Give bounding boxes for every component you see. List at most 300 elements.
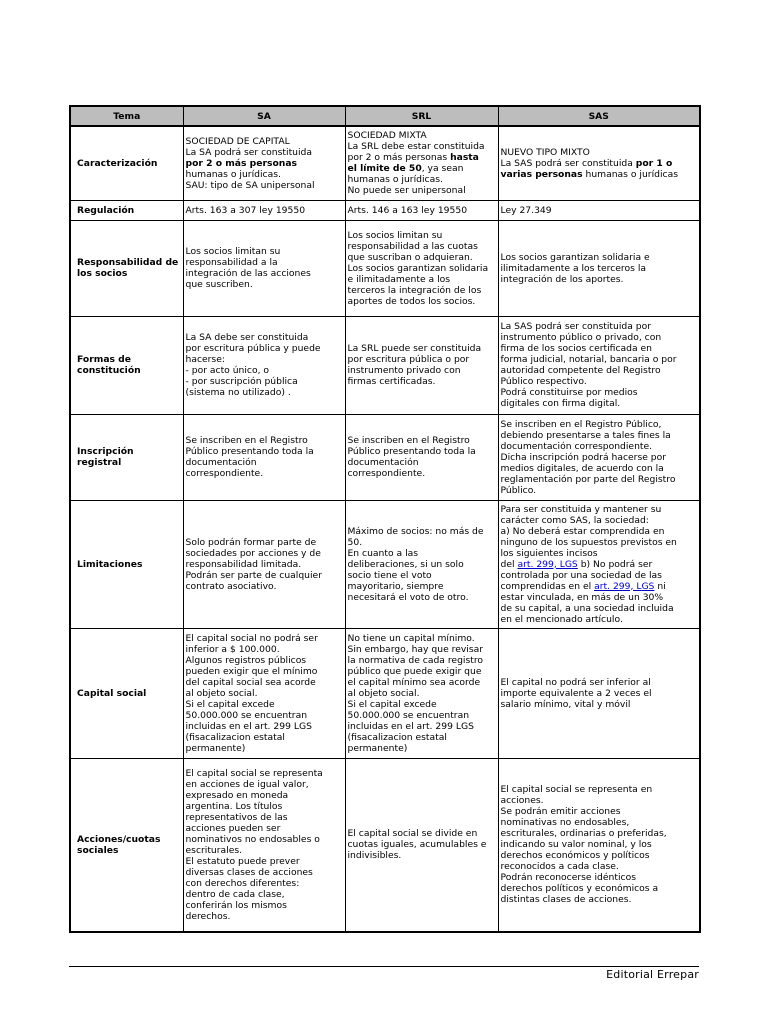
text-segment: hacerse: [185,354,225,365]
cell-line [348,839,496,850]
cell-line [501,430,698,441]
cell-sas [498,220,700,316]
cell-line [348,633,496,644]
row-topic: Caracterización [70,126,183,200]
cell-line [501,872,698,883]
text-segment: derechos. [185,910,231,922]
cell-line [501,504,698,515]
text-segment: responsabilidad limitada. [185,558,302,570]
cell-line [501,419,698,430]
text-segment: El capital social se representa [185,767,323,779]
text-segment: responsabilidad a la [185,257,278,268]
text-segment: autoridad competente del Registro [500,365,661,376]
cell-line [501,147,698,158]
cell-sas [498,500,700,628]
cell-line [501,526,698,537]
text-segment: reglamentación por parte del Registro [500,473,676,485]
cell-line [186,559,343,570]
text-segment: (sistema no utilizado) . [185,387,291,398]
text-segment: inferior a $ 100.000. [185,643,280,655]
text-segment: que suscriben. [185,279,253,290]
cell-line [348,688,496,699]
cell-line [348,699,496,710]
text-segment: con derechos diferentes: [185,877,300,889]
text-segment: público que puede exigir que [347,665,482,677]
text-segment: estar vinculada, en más de un 30% [500,591,664,603]
cell-line [501,784,698,795]
cell-line [501,677,698,688]
row-topic: Formas de constitución [70,316,183,414]
cell-line [501,570,698,581]
cell-line [348,163,496,174]
text-segment: en el mencionado artículo. [500,613,623,625]
bold-text: el límite de 50 [347,163,422,175]
cell-line [186,435,343,446]
cell-srl [345,628,498,758]
cell-line [501,274,698,285]
cell-sas [498,126,700,200]
text-segment: La SA podrá ser constituida [185,146,313,158]
text-segment: del capital social sea acorde [185,676,316,688]
cell-line [186,666,343,677]
cell-line [348,152,496,163]
text-segment: SOCIEDAD DE CAPITAL [185,135,290,147]
text-segment: escriturales. [185,844,243,856]
cell-line [186,354,343,365]
text-segment: salario mínimo, vital y móvil [500,698,631,710]
cell-sa [183,220,345,316]
text-segment: integración de las acciones [185,268,311,279]
cell-line [501,365,698,376]
cell-line [501,376,698,387]
cell-line [186,468,343,479]
cell-line [348,666,496,677]
text-segment: ni [654,580,666,592]
text-segment: e ilimitadamente a los [347,273,451,285]
cell-line [501,828,698,839]
footer-divider [69,966,699,967]
text-segment: aportes de todos los socios. [347,295,476,307]
cell-line [348,559,496,570]
cell-line [348,592,496,603]
text-segment: digitales con firma digital. [500,398,621,409]
cell-line [348,570,496,581]
cell-line [186,710,343,721]
cell-line [501,581,698,592]
footer-publisher: Editorial Errepar [606,968,699,981]
text-segment: Arts. 146 a 163 ley 19550 [347,204,468,216]
cell-line [186,147,343,158]
cell-line [501,883,698,894]
text-segment: Podrán ser parte de cualquier [185,569,322,581]
law-article-link[interactable]: art. 299, LGS [594,580,655,592]
cell-line [186,878,343,889]
cell-line [501,169,698,180]
cell-line [501,515,698,526]
cell-line [186,457,343,468]
text-segment: Podrán reconocerse idénticos [500,872,636,884]
cell-line [186,365,343,376]
cell-line [186,911,343,922]
cell-line [348,130,496,141]
text-segment: Se inscriben en el Registro Público, [500,418,662,430]
text-segment: expresado en moneda [185,789,289,801]
text-segment: Si el capital excede [347,698,437,710]
cell-line [186,867,343,878]
cell-sa [183,200,345,220]
row-topic: Acciones/cuotas sociales [70,758,183,932]
row-topic: Capital social [70,628,183,758]
header-sa: SA [183,106,345,126]
cell-line [348,644,496,655]
text-segment: instrumento privado con [347,365,461,376]
text-segment: responsabilidad a las cuotas [347,240,478,252]
cell-line [186,246,343,257]
text-segment: reconocidos a cada clase. [500,861,619,873]
cell-line [186,768,343,779]
text-segment: del [500,558,518,570]
cell-line [186,343,343,354]
cell-line [186,721,343,732]
cell-srl [345,316,498,414]
cell-line [348,365,496,376]
text-segment: escriturales, ordinarias o preferidas, [500,828,667,840]
cell-line [186,446,343,457]
text-segment: a) No deberá estar comprendida en [500,525,665,537]
cell-line [186,834,343,845]
text-segment: deliberaciones, si un solo [347,558,464,570]
table-row [70,126,700,200]
cell-line [348,732,496,743]
text-segment: nominativos no endosables o [185,833,320,845]
cell-line [186,570,343,581]
cell-sa [183,126,345,200]
text-segment: por escritura pública y puede [185,343,321,354]
cell-line [186,900,343,911]
cell-line [501,463,698,474]
text-segment: incluidas en el art. 299 LGS [185,720,312,732]
bold-text: varias personas [500,168,583,180]
cell-line [501,452,698,463]
text-segment: (fisacalizacion estatal [185,731,285,743]
header-tema: Tema [70,106,183,126]
text-segment: Arts. 163 a 307 ley 19550 [185,204,306,216]
text-segment: instrumento público o privado, con [500,332,662,343]
bold-text: por 1 o [635,157,673,169]
cell-sa [183,316,345,414]
table-row [70,220,700,316]
text-segment: ilimitadamente a los terceros la [500,262,647,274]
cell-line [348,743,496,754]
cell-line [348,241,496,252]
cell-line [186,257,343,268]
cell-line [501,252,698,263]
cell-line [501,537,698,548]
text-segment: correspondiente. [185,468,264,479]
text-segment: argentina. Los títulos [185,800,283,812]
cell-srl [345,126,498,200]
cell-line [501,861,698,872]
text-segment: humanas o jurídicas. [185,168,281,180]
text-segment: Dicha inscripción podrá hacerse por [500,451,667,463]
cell-line [501,839,698,850]
text-segment: forma judicial, notarial, bancaria o por [500,354,677,365]
text-segment: indivisibles. [347,850,402,862]
cell-line [348,850,496,861]
row-topic: Regulación [70,200,183,220]
text-segment: comprendidas en el [500,580,595,592]
text-segment: No tiene un capital mínimo. [347,632,475,644]
cell-sa [183,500,345,628]
text-segment: derechos políticos y económicos a [500,883,659,895]
text-segment: la normativa de cada registro [347,654,484,666]
cell-line [501,592,698,603]
text-segment: dentro de cada clase, [185,888,285,900]
cell-line [348,205,496,216]
text-segment: permanente) [347,742,408,754]
cell-line [186,169,343,180]
cell-line [348,185,496,196]
text-segment: medios digitales, de acuerdo con la [500,462,664,474]
cell-line [348,296,496,307]
text-segment: Público presentando toda la [347,446,476,457]
text-segment: documentación correspondiente. [500,440,653,452]
cell-line [348,468,496,479]
text-segment: humanas o jurídicas [582,168,678,180]
table-row [70,758,700,932]
text-segment: El capital no podrá ser inferior al [500,676,651,688]
text-segment: 50.000.000 se encuentran [347,709,470,721]
text-segment: cuotas iguales, acumulables e [347,839,487,851]
cell-line [186,644,343,655]
cell-line [348,263,496,274]
text-segment: pueden exigir que el mínimo [185,665,318,677]
text-segment: firma de los socios certificada en [500,343,652,354]
cell-line [348,230,496,241]
text-segment: sociedades por acciones y de [185,547,321,559]
text-segment: El capital social no podrá ser [185,632,318,644]
cell-sa [183,414,345,500]
cell-line [186,699,343,710]
cell-line [186,889,343,900]
cell-line [186,812,343,823]
text-segment: al objeto social. [185,687,258,699]
text-segment: - por suscripción pública [185,376,298,387]
text-segment: El capital social se representa en [500,784,653,796]
cell-sa [183,628,345,758]
text-segment: Los socios limitan su [347,229,443,241]
cell-line [501,699,698,710]
text-segment: importe equivalente a 2 veces el [500,687,652,699]
cell-line [186,688,343,699]
cell-line [348,677,496,688]
text-segment: ninguno de los supuestos previstos en [500,536,677,548]
table-row [70,414,700,500]
cell-line [186,790,343,801]
cell-line [501,354,698,365]
cell-line [501,263,698,274]
text-segment: por escritura pública o por [347,354,470,365]
text-segment: Los socios garantizan solidaria e [500,251,650,263]
text-segment: Máximo de socios: no más de [347,525,484,537]
text-segment: 50. [347,536,363,548]
cell-line [501,817,698,828]
cell-line [348,710,496,721]
cell-line [501,559,698,570]
text-segment: documentación [347,457,419,468]
text-segment: Público presentando toda la [185,446,314,457]
cell-line [186,845,343,856]
cell-line [186,581,343,592]
text-segment: mayoritario, siempre [347,580,444,592]
cell-line [348,721,496,732]
cell-line [501,441,698,452]
cell-line [348,548,496,559]
text-segment: La SAS podrá ser constituida por [500,321,651,332]
cell-srl [345,758,498,932]
text-segment: correspondiente. [347,468,426,479]
cell-line [501,332,698,343]
text-segment: La SRL debe estar constituida [347,141,485,153]
cell-line [501,398,698,409]
cell-sas [498,758,700,932]
cell-srl [345,414,498,500]
text-segment: El capital social se divide en [347,828,478,840]
text-segment: Público respectivo. [500,376,587,387]
cell-line [186,856,343,867]
text-segment: Se inscriben en el Registro [347,435,470,446]
cell-line [501,795,698,806]
bold-text: por 2 o más personas [185,157,297,169]
text-segment: derechos económicos y políticos [500,850,650,862]
row-topic: Responsabilidad de los socios [70,220,183,316]
text-segment: debiendo presentarse a tales fines la [500,429,671,441]
text-segment: En cuanto a las [347,547,419,559]
cell-line [348,376,496,387]
cell-line [186,548,343,559]
table-row [70,200,700,220]
cell-line [348,252,496,263]
text-segment: El estatuto puede prever [185,855,300,867]
cell-line [501,806,698,817]
text-segment: humanas o jurídicas. [347,174,443,186]
cell-line [186,268,343,279]
text-segment: La SRL puede ser constituida [347,343,482,354]
cell-line [186,136,343,147]
comparison-table [69,105,701,933]
text-segment: (fisacalizacion estatal [347,731,447,743]
text-segment: en acciones de igual valor, [185,778,309,790]
cell-line [501,688,698,699]
text-segment: La SA debe ser constituida [185,332,309,343]
cell-line [501,850,698,861]
cell-line [501,485,698,496]
text-segment: Los socios garantizan solidaria [347,262,489,274]
text-segment: Se inscriben en el Registro [185,435,308,446]
text-segment: , ya sean [421,163,464,175]
cell-line [186,655,343,666]
text-segment: que suscriban o adquieran. [347,251,473,263]
cell-line [186,743,343,754]
cell-line [186,180,343,191]
cell-sas [498,628,700,758]
text-segment: incluidas en el art. 299 LGS [347,720,474,732]
text-segment: controlada por una sociedad de las [500,569,662,581]
cell-srl [345,500,498,628]
text-segment: permanente) [185,742,246,754]
cell-sas [498,414,700,500]
cell-line [501,321,698,332]
cell-line [348,274,496,285]
law-article-link[interactable]: art. 299, LGS [517,558,578,570]
cell-line [186,677,343,688]
text-segment: contrato asociativo. [185,580,277,592]
text-segment: representativos de las [185,811,288,823]
cell-line [501,548,698,559]
text-segment: firmas certificadas. [347,376,436,387]
cell-line [501,387,698,398]
cell-line [186,376,343,387]
text-segment: NUEVO TIPO MIXTO [500,146,590,158]
text-segment: 50.000.000 se encuentran [185,709,308,721]
cell-line [186,205,343,216]
text-segment: nominativas no endosables, [500,817,630,829]
cell-line [348,828,496,839]
cell-srl [345,200,498,220]
text-segment: acciones. [500,795,544,807]
cell-sas [498,316,700,414]
text-segment: SOCIEDAD MIXTA [347,130,427,142]
cell-line [186,779,343,790]
cell-line [501,614,698,625]
text-segment: integración de los aportes. [500,273,624,285]
row-topic: Limitaciones [70,500,183,628]
cell-line [348,354,496,365]
text-segment: distintas clases de acciones. [500,894,632,906]
text-segment: de su capital, a una sociedad incluida [500,602,674,614]
cell-srl [345,220,498,316]
text-segment: documentación [185,457,257,468]
table-row [70,500,700,628]
header-sas: SAS [498,106,700,126]
text-segment: indicando su valor nominal, y los [500,839,652,851]
text-segment: Algunos registros públicos [185,654,307,666]
text-segment: Los socios limitan su [185,246,281,257]
cell-line [348,581,496,592]
cell-line [186,387,343,398]
cell-sas [498,200,700,220]
cell-line [348,457,496,468]
cell-line [186,279,343,290]
cell-line [348,141,496,152]
text-segment: SAU: tipo de SA unipersonal [185,179,315,191]
cell-line [348,537,496,548]
bold-text: hasta [450,152,479,164]
text-segment: terceros la integración de los [347,284,482,296]
text-segment: - por acto único, o [185,365,270,376]
cell-line [501,158,698,169]
cell-sa [183,758,345,932]
text-segment: Se podrán emitir acciones [500,806,621,818]
text-segment: diversas clases de acciones [185,866,313,878]
text-segment: socio tiene el voto [347,569,432,581]
text-segment: La SAS podrá ser constituida [500,157,636,169]
cell-line [186,633,343,644]
cell-line [186,823,343,834]
text-segment: al objeto social. [347,687,420,699]
text-segment: Sin embargo, hay que revisar [347,643,484,655]
text-segment: Público. [500,484,537,496]
